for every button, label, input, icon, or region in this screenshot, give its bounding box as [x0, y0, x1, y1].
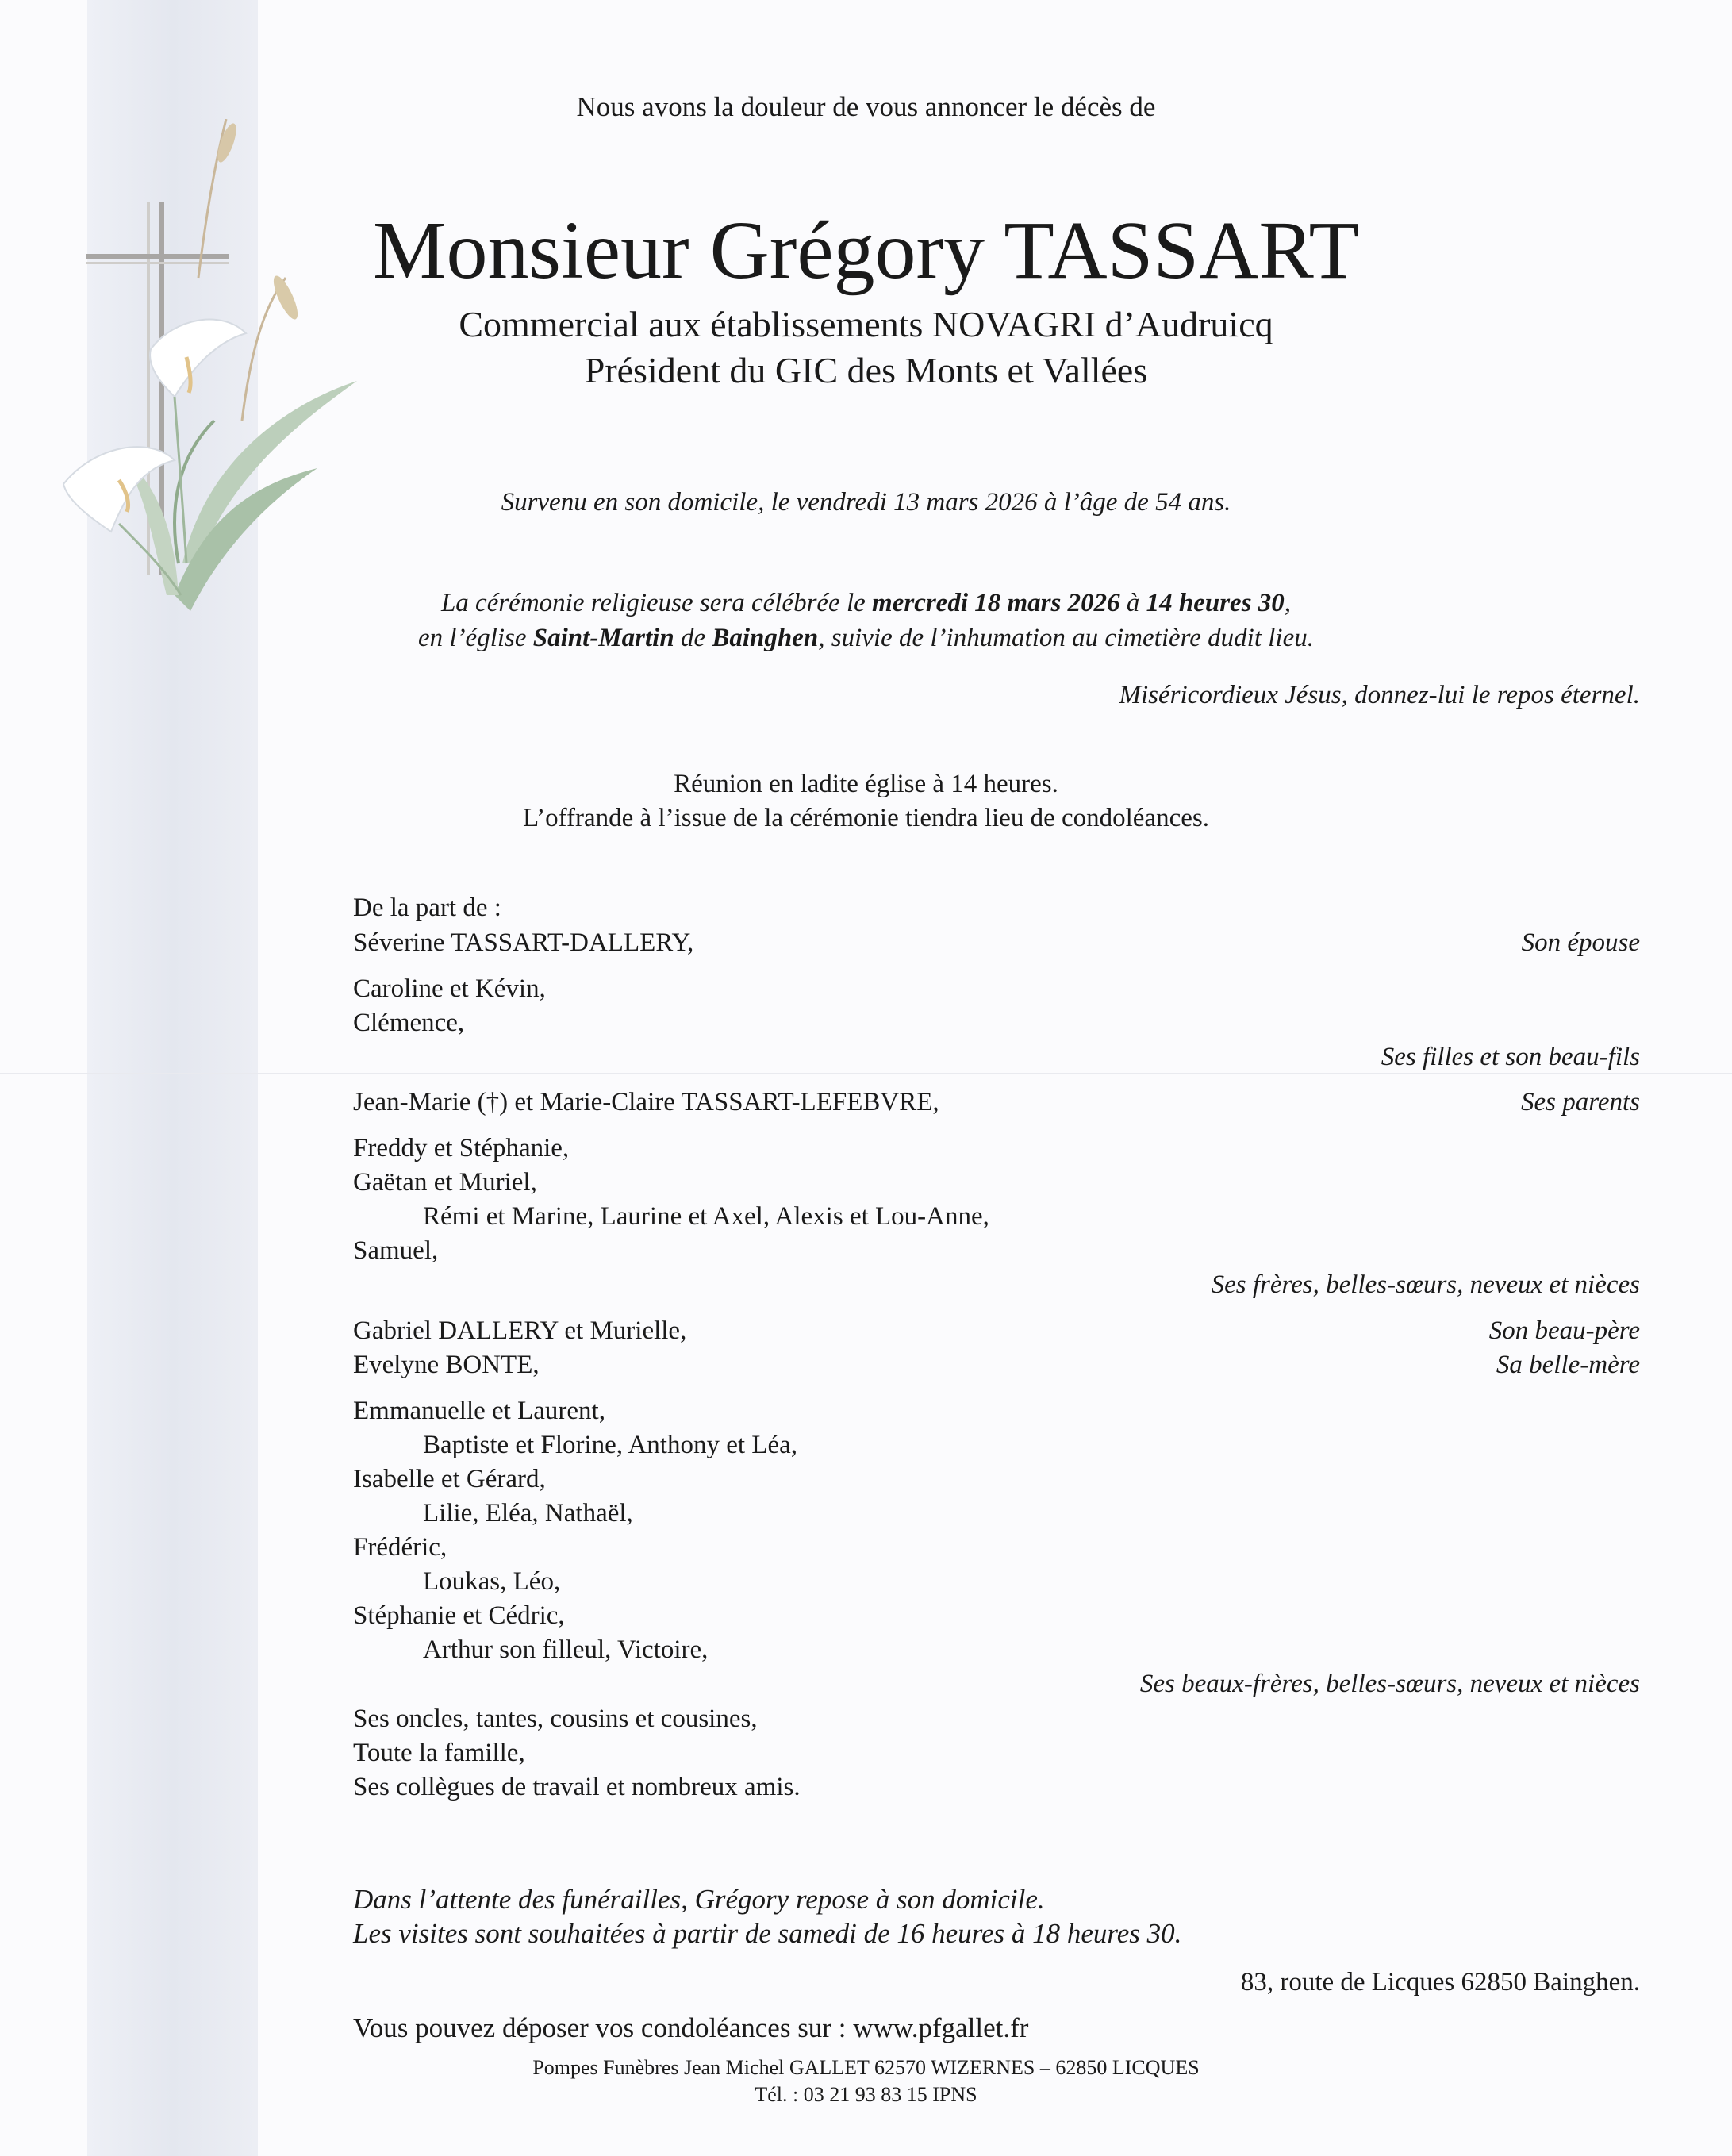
- intro-text: Nous avons la douleur de vous annoncer le décès de: [576, 91, 1156, 122]
- address: 83, route de Licques 62850 Bainghen.: [1240, 1968, 1640, 1997]
- family-line: Loukas, Léo,: [423, 1567, 561, 1596]
- family-line: Toute la famille,: [353, 1739, 525, 1767]
- ceremony-line-2: en l’église Saint-Martin de Bainghen, suivie de l’inhumation au cimetière dudit lieu.: [418, 624, 1314, 652]
- visits-line-2: Les visites sont souhaitées à partir de samedi de 16 heures à 18 heures 30.: [353, 1918, 1182, 1949]
- family-line: Ses oncles, tantes, cousins et cousines,: [353, 1704, 758, 1733]
- family-line: Evelyne BONTE,: [353, 1351, 540, 1379]
- funeral-home-phone: Tél. : 03 21 93 83 15 IPNS: [755, 2083, 977, 2106]
- relation-label: Ses filles et son beau-fils: [1381, 1043, 1640, 1071]
- family-line: Emmanuelle et Laurent,: [353, 1397, 605, 1425]
- reunion-line-2: L’offrande à l’issue de la cérémonie tiendra lieu de condoléances.: [523, 804, 1209, 832]
- relation-label: Ses parents: [1520, 1088, 1640, 1116]
- relation-label: Son épouse: [1521, 928, 1640, 957]
- family-line: Frédéric,: [353, 1533, 447, 1562]
- family-line: Rémi et Marine, Laurine et Axel, Alexis et Lou-Anne,: [423, 1202, 989, 1231]
- family-line: Arthur son filleul, Victoire,: [423, 1635, 709, 1664]
- family-line: Samuel,: [353, 1236, 439, 1265]
- family-line: Lilie, Eléa, Nathaël,: [423, 1499, 633, 1528]
- family-intro: De la part de :: [353, 894, 501, 922]
- relation-label: Sa belle-mère: [1496, 1351, 1640, 1379]
- family-line: Stéphanie et Cédric,: [353, 1601, 565, 1630]
- condolences-link[interactable]: Vous pouvez déposer vos condoléances sur : www.pfgallet.fr: [353, 2012, 1029, 2043]
- family-line: Séverine TASSART-DALLERY,: [353, 928, 694, 957]
- relation-label: Son beau-père: [1488, 1316, 1640, 1345]
- relation-label: Ses frères, belles-sœurs, neveux et nièces: [1211, 1270, 1640, 1299]
- family-line: Caroline et Kévin,: [353, 974, 546, 1003]
- deceased-name: Monsieur Grégory TASSART: [372, 205, 1360, 296]
- funeral-home: Pompes Funèbres Jean Michel GALLET 62570 WIZERNES – 62850 LICQUES: [532, 2056, 1200, 2079]
- family-line: Clémence,: [353, 1009, 465, 1037]
- family-line: Freddy et Stéphanie,: [353, 1134, 570, 1163]
- death-notice: Survenu en son domicile, le vendredi 13 mars 2026 à l’âge de 54 ans.: [501, 488, 1231, 517]
- family-line: Ses collègues de travail et nombreux amis.: [353, 1773, 801, 1801]
- family-line: Isabelle et Gérard,: [353, 1465, 546, 1493]
- family-line: Jean-Marie (†) et Marie-Claire TASSART-LEFEBVRE,: [353, 1088, 939, 1116]
- fold-line: [0, 1073, 1732, 1074]
- family-line: Gaëtan et Muriel,: [353, 1168, 537, 1197]
- visits-line-1: Dans l’attente des funérailles, Grégory repose à son domicile.: [353, 1884, 1045, 1915]
- family-line: Baptiste et Florine, Anthony et Léa,: [423, 1431, 797, 1459]
- role-line-1: Commercial aux établissements NOVAGRI d’Audruicq: [459, 304, 1273, 344]
- relation-label: Ses beaux-frères, belles-sœurs, neveux et nièces: [1139, 1670, 1640, 1698]
- reunion-line-1: Réunion en ladite église à 14 heures.: [674, 770, 1058, 798]
- role-line-2: Président du GIC des Monts et Vallées: [584, 350, 1148, 390]
- family-line: Gabriel DALLERY et Murielle,: [353, 1316, 687, 1345]
- prayer: Miséricordieux Jésus, donnez-lui le repos éternel.: [1119, 681, 1640, 709]
- ceremony-line-1: La cérémonie religieuse sera célébrée le mercredi 18 mars 2026 à 14 heures 30,: [440, 589, 1292, 617]
